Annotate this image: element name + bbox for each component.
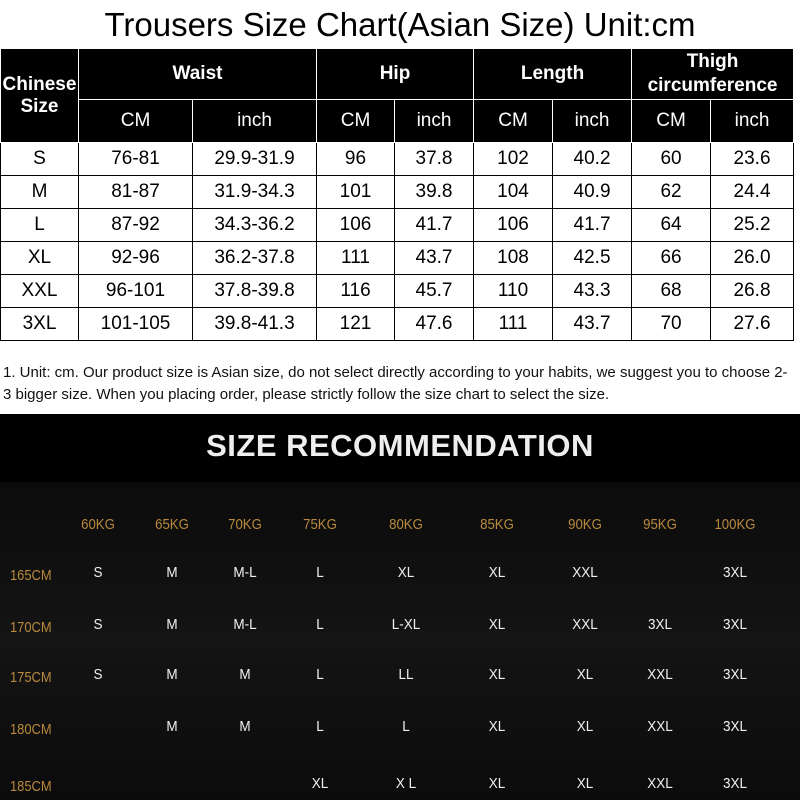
- table-cell: 66: [632, 242, 711, 275]
- table-cell: 96-101: [79, 275, 193, 308]
- table-cell: 27.6: [711, 308, 794, 341]
- recommendation-cell: 3XL: [722, 564, 748, 581]
- table-cell: 37.8-39.8: [193, 275, 317, 308]
- table-cell: 106: [474, 209, 553, 242]
- recommendation-cell: L: [402, 718, 410, 735]
- recommendation-cell: S: [93, 666, 103, 683]
- unit-header: inch: [711, 100, 794, 143]
- weight-label: 95KG: [643, 516, 677, 533]
- recommendation-cell: 3XL: [647, 616, 673, 633]
- table-row: [1, 209, 794, 242]
- recommendation-cell: M: [166, 564, 178, 581]
- recommendation-cell: L-XL: [391, 616, 421, 633]
- recommendation-cell: XXL: [572, 616, 598, 633]
- weight-label: 80KG: [389, 516, 423, 533]
- recommendation-cell: XL: [397, 564, 415, 581]
- table-cell: 34.3-36.2: [193, 209, 317, 242]
- chinese-size-header: Chinese Size: [1, 49, 79, 143]
- table-cell: 39.8-41.3: [193, 308, 317, 341]
- table-cell: 102: [474, 143, 553, 176]
- table-cell: 81-87: [79, 176, 193, 209]
- group-header-row: [1, 49, 794, 100]
- table-cell: 62: [632, 176, 711, 209]
- recommendation-cell: XL: [488, 666, 506, 683]
- table-cell: 42.5: [553, 242, 632, 275]
- recommendation-cell: XL: [311, 775, 329, 792]
- table-cell: 43.3: [553, 275, 632, 308]
- table-cell: 68: [632, 275, 711, 308]
- table-cell: 101-105: [79, 308, 193, 341]
- table-cell: 41.7: [553, 209, 632, 242]
- recommendation-cell: XL: [576, 666, 594, 683]
- waist-header: Waist: [79, 49, 317, 100]
- size-label-cell: S: [1, 143, 79, 176]
- weight-label: 100KG: [714, 516, 756, 533]
- table-cell: 106: [317, 209, 395, 242]
- table-cell: 43.7: [553, 308, 632, 341]
- table-row: [1, 242, 794, 275]
- unit-header: inch: [553, 100, 632, 143]
- table-cell: 40.9: [553, 176, 632, 209]
- weight-label: 85KG: [480, 516, 514, 533]
- unit-header: inch: [395, 100, 474, 143]
- table-cell: 45.7: [395, 275, 474, 308]
- table-row: [1, 143, 794, 176]
- recommendation-cell: M: [166, 666, 178, 683]
- recommendation-cell: XXL: [647, 718, 673, 735]
- recommendation-cell: 3XL: [722, 616, 748, 633]
- recommendation-cell: LL: [398, 666, 414, 683]
- thigh-header: Thigh circumference: [632, 49, 794, 100]
- recommendation-cell: L: [316, 666, 324, 683]
- table-cell: 70: [632, 308, 711, 341]
- recommendation-cell: M: [166, 616, 178, 633]
- length-header: Length: [474, 49, 632, 100]
- table-cell: 121: [317, 308, 395, 341]
- table-cell: 104: [474, 176, 553, 209]
- size-label-cell: M: [1, 176, 79, 209]
- table-cell: 23.6: [711, 143, 794, 176]
- table-cell: 47.6: [395, 308, 474, 341]
- recommendation-grid: [0, 482, 800, 800]
- table-cell: 41.7: [395, 209, 474, 242]
- recommendation-cell: XXL: [647, 775, 673, 792]
- table-cell: 31.9-34.3: [193, 176, 317, 209]
- table-cell: 26.8: [711, 275, 794, 308]
- recommendation-cell: XL: [488, 775, 506, 792]
- table-cell: 26.0: [711, 242, 794, 275]
- size-label-cell: XXL: [1, 275, 79, 308]
- unit-header: CM: [317, 100, 395, 143]
- weight-label: 90KG: [568, 516, 602, 533]
- weight-label: 60KG: [81, 516, 115, 533]
- unit-header: CM: [79, 100, 193, 143]
- recommendation-cell: 3XL: [722, 666, 748, 683]
- table-cell: 36.2-37.8: [193, 242, 317, 275]
- recommendation-cell: XL: [488, 718, 506, 735]
- size-label-cell: 3XL: [1, 308, 79, 341]
- unit-header: inch: [193, 100, 317, 143]
- size-table: [0, 48, 794, 341]
- table-cell: 24.4: [711, 176, 794, 209]
- recommendation-cell: 3XL: [722, 718, 748, 735]
- recommendation-cell: 3XL: [722, 775, 748, 792]
- recommendation-cell: XXL: [647, 666, 673, 683]
- table-row: [1, 176, 794, 209]
- unit-header-row: [1, 100, 794, 143]
- recommendation-cell: S: [93, 616, 103, 633]
- table-row: [1, 275, 794, 308]
- recommendation-cell: M: [166, 718, 178, 735]
- height-label: 165CM: [10, 567, 52, 584]
- unit-header: CM: [632, 100, 711, 143]
- recommendation-cell: X L: [395, 775, 417, 792]
- size-label-cell: L: [1, 209, 79, 242]
- table-cell: 116: [317, 275, 395, 308]
- table-cell: 110: [474, 275, 553, 308]
- table-row: [1, 308, 794, 341]
- unit-header: CM: [474, 100, 553, 143]
- recommendation-cell: XL: [488, 564, 506, 581]
- table-cell: 108: [474, 242, 553, 275]
- recommendation-cell: M-L: [233, 616, 257, 633]
- page-title: Trousers Size Chart(Asian Size) Unit:cm: [104, 6, 696, 43]
- table-cell: 101: [317, 176, 395, 209]
- table-cell: 92-96: [79, 242, 193, 275]
- table-cell: 111: [474, 308, 553, 341]
- recommendation-cell: XXL: [572, 564, 598, 581]
- weight-label: 75KG: [303, 516, 337, 533]
- recommendation-cell: M-L: [233, 564, 257, 581]
- size-label-cell: XL: [1, 242, 79, 275]
- table-cell: 29.9-31.9: [193, 143, 317, 176]
- height-label: 175CM: [10, 669, 52, 686]
- table-cell: 37.8: [395, 143, 474, 176]
- height-label: 185CM: [10, 778, 52, 795]
- recommendation-cell: XL: [576, 775, 594, 792]
- weight-label: 65KG: [155, 516, 189, 533]
- table-cell: 60: [632, 143, 711, 176]
- recommendation-cell: L: [316, 616, 324, 633]
- table-cell: 43.7: [395, 242, 474, 275]
- height-label: 170CM: [10, 619, 52, 636]
- table-cell: 111: [317, 242, 395, 275]
- table-cell: 76-81: [79, 143, 193, 176]
- height-label: 180CM: [10, 721, 52, 738]
- table-cell: 96: [317, 143, 395, 176]
- table-cell: 64: [632, 209, 711, 242]
- recommendation-cell: S: [93, 564, 103, 581]
- recommendation-cell: L: [316, 718, 324, 735]
- recommendation-cell: XL: [576, 718, 594, 735]
- table-cell: 87-92: [79, 209, 193, 242]
- size-note: 1. Unit: cm. Our product size is Asian size, do not select directly according to your habits, we suggest you to choose 2-3 bigger size. When you placing order, please strictly follow the size chart to select the size.: [3, 364, 788, 403]
- table-cell: 39.8: [395, 176, 474, 209]
- hip-header: Hip: [317, 49, 474, 100]
- recommendation-title: SIZE RECOMMENDATION: [206, 428, 594, 463]
- table-cell: 25.2: [711, 209, 794, 242]
- recommendation-cell: L: [316, 564, 324, 581]
- recommendation-cell: M: [239, 718, 251, 735]
- table-cell: 40.2: [553, 143, 632, 176]
- recommendation-cell: XL: [488, 616, 506, 633]
- weight-label: 70KG: [228, 516, 262, 533]
- recommendation-cell: M: [239, 666, 251, 683]
